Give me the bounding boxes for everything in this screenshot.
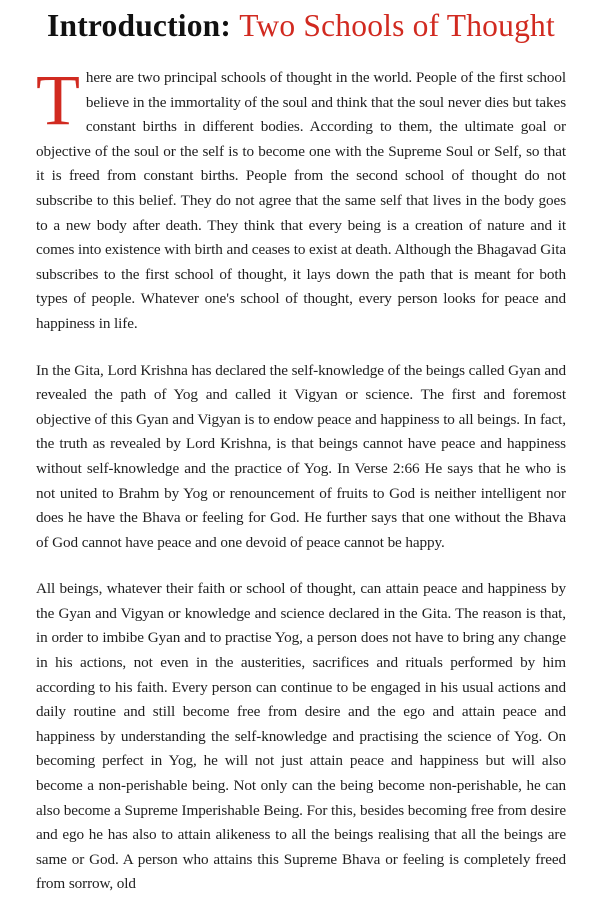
paragraph-1	[36, 60, 566, 337]
page-title	[36, 6, 566, 46]
paragraph-3: All beings, whatever their faith or school of thought, can attain peace and happiness by the Gyan and Vigyan or knowledge and science declared in the Gita. The reason is that, in order to imbibe Gyan and to practise Yog, a person does not have to bring any change in his actions, not even in the austerities, sacrifices and rituals performed by him according to his faith. Every person can continue to be engaged in his usual actions and daily routine and still become free from desire and the ego and attain peace and happiness by understanding the self-knowledge and practising the science of Yog. On becoming perfect in Yog, he will not just attain peace and happiness but will also become a non-perishable being. Not only can the being become non-perishable, he can also become a Supreme Imperishable Being. For this, besides becoming free from desire and ego he has also to attain alikeness to all the beings realising that all the beings are same or God. A person who attains this Supreme Bhava or feeling is completely freed from sorrow, old	[36, 580, 566, 893]
drop-cap: T	[36, 60, 80, 140]
title-label: Introduction:	[47, 8, 232, 43]
title-subject: Two Schools of Thought	[239, 8, 555, 43]
paragraph-1-text: here are two principal schools of thought in the world. People of the first school believe in the immortality of the soul and think that the soul never dies but takes constant births in different bodies. According to them, the ultimate goal or objective of the soul or the self is to become one with the Supreme Soul or Self, so that it is freed from constant births. People from the second school of thought do not subscribe to this belief. They do not agree that the same self that lives in the body goes to a new body after death. They think that every being is a creation of nature and it comes into existence with birth and ceases to exist at death. Although the Bhagavad Gita subscribes to the first school of thought, it lays down the path that is meant for both types of people. Whatever one's school of thought, every person looks for peace and happiness in life.	[36, 69, 566, 332]
paragraph-2: In the Gita, Lord Krishna has declared the self-knowledge of the beings called Gyan and revealed the path of Yog and called it Vigyan or science. The first and foremost objective of this Gyan and Vigyan is to endow peace and happiness to all beings. In fact, the truth as revealed by Lord Krishna, is that beings cannot have peace and happiness without self-knowledge and the practice of Yog. In Verse 2:66 He says that he who is not united to Brahm by Yog or renouncement of fruits to God is neither intelligent nor does he have the Bhava or feeling for God. He further says that one without the Bhava of God cannot have peace and one devoid of peace cannot be happy.	[36, 361, 566, 551]
